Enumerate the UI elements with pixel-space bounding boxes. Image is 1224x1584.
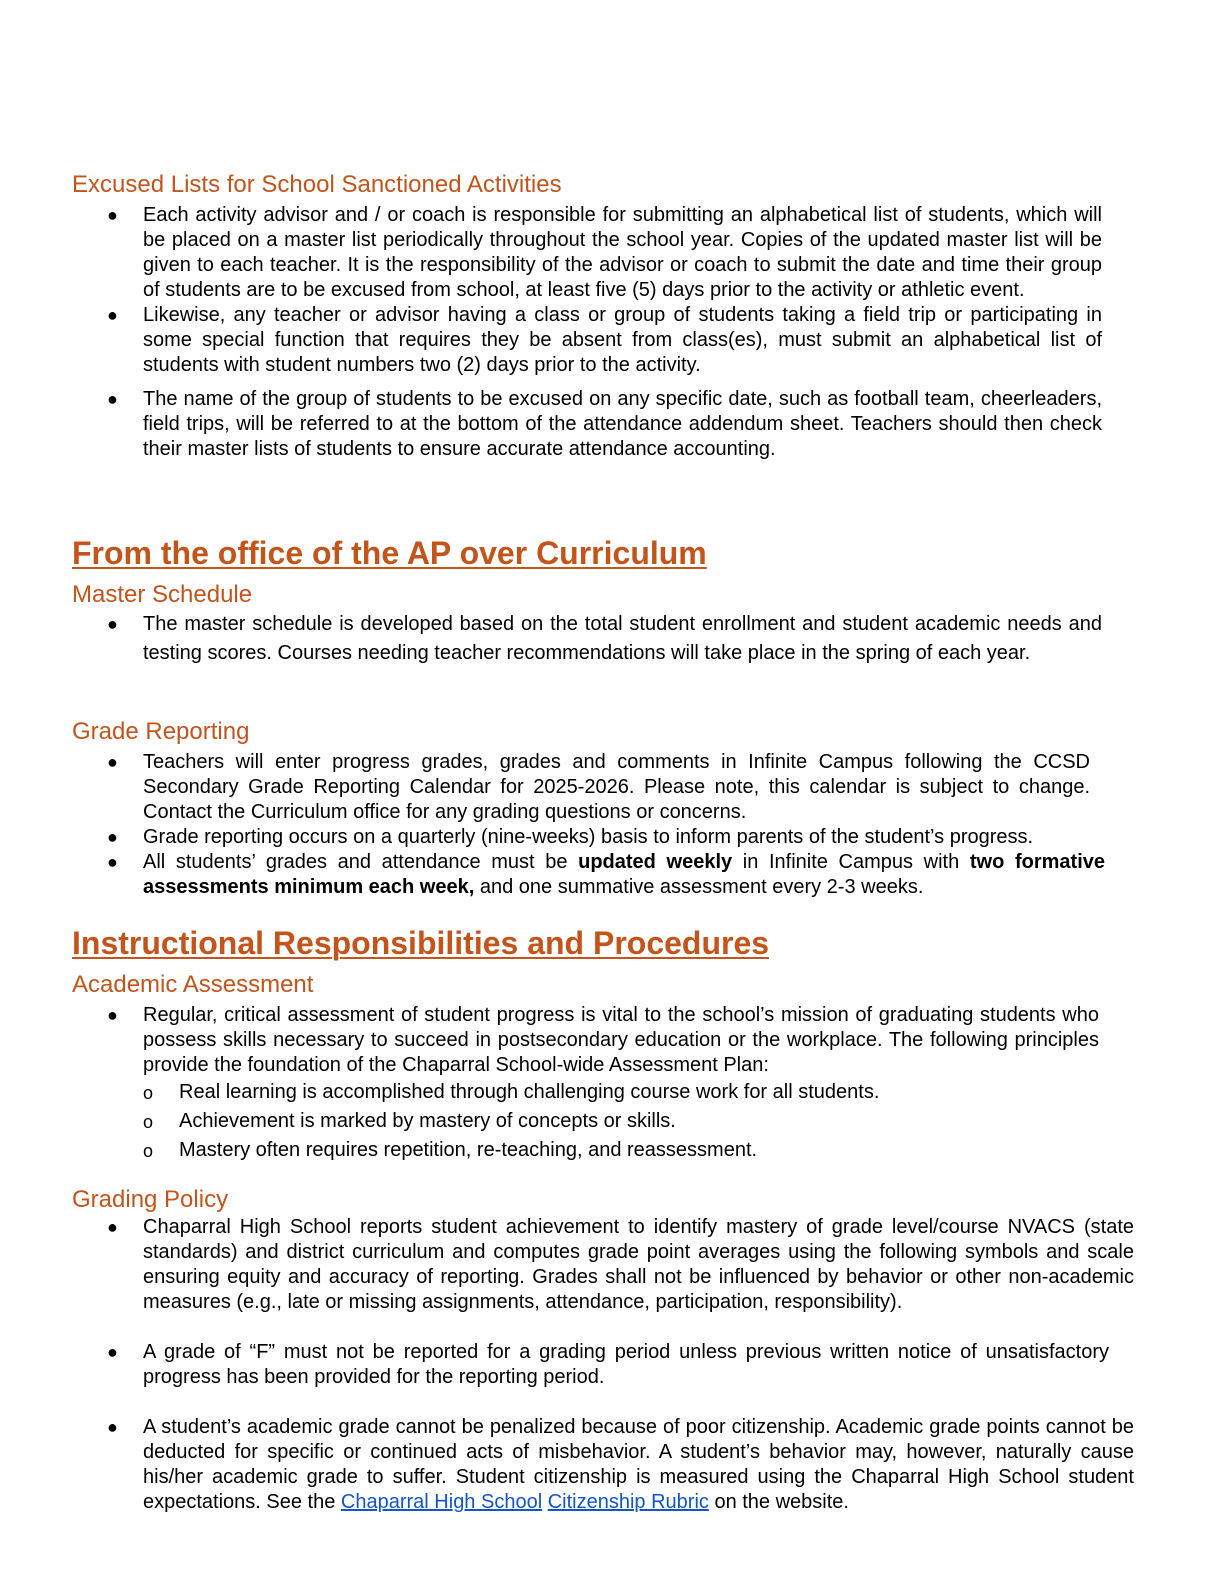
- academic-assessment-bullets: [0, 1003, 1099, 1165]
- list-item: ● All students’ grades and attendance must be updated weekly in Infinite Campus with two formative assessments minimum each week, and one summative assessment every 2-3 weeks.: [107, 851, 1105, 898]
- bullet-icon: ●: [107, 389, 118, 409]
- sub-bullet-icon: o: [143, 1083, 154, 1103]
- bullet-icon: ●: [107, 827, 118, 847]
- list-item: ● Teachers will enter progress grades, grades and comments in Infinite Campus following the CCSD Secondary Grade Reporting Calendar for 2025-2026. Please note, this calendar is subject to change. Contact the Curriculum office for any grading questions or concerns.: [107, 751, 1090, 823]
- list-item: ● A student’s academic grade cannot be penalized because of poor citizenship. Academic grade points cannot be deducted for specific or continued acts of misbehavior. A student’s behavior may, however, naturally cause his/her academic grade to suffer. Student citizenship is measured using the Chaparral High School student expectations. See the Chaparral High School Citizenship Rubric on the website.: [107, 1416, 1134, 1513]
- grade-reporting-bullets: [0, 750, 1112, 900]
- bold-text: two formative assessments minimum each week,: [143, 851, 1105, 898]
- excused-lists-bullets: [0, 203, 1102, 462]
- bullet-icon: ●: [107, 752, 118, 772]
- bullet-icon: ●: [107, 1342, 118, 1362]
- citizenship-rubric-link[interactable]: Citizenship Rubric: [547, 1491, 709, 1513]
- list-item: ● Grade reporting occurs on a quarterly (nine-weeks) basis to inform parents of the student’s progress.: [107, 826, 1034, 848]
- sub-list-item: o Mastery often requires repetition, re-teaching, and reassessment.: [0, 1136, 1099, 1165]
- list-item: ● Likewise, any teacher or advisor having a class or group of students taking a field trip or participating in some special function that requires they be absent from class(es), must submit an alphabetical list of students with student numbers two (2) days prior to the activity.: [107, 304, 1102, 376]
- list-item: ● Each activity advisor and / or coach is responsible for submitting an alphabetical list of students, which will be placed on a master list periodically throughout the school year. Copies of the updated master list will be given to each teacher. It is the responsibility of the advisor or coach to submit the date and time their group of students are to be excused from school, at least five (5) days prior to the activity or athletic event.: [107, 204, 1102, 301]
- master-schedule-bullets: [0, 610, 1102, 668]
- title-ap-curriculum: From the office of the AP over Curriculum: [72, 535, 707, 571]
- list-item: ● The master schedule is developed based on the total student enrollment and student academic needs and testing scores. Courses needing teacher recommendations will take place in the spring of each year.: [0, 610, 1102, 668]
- title-instructional: Instructional Responsibilities and Procedures: [72, 925, 770, 961]
- sub-list-item: o Achievement is marked by mastery of concepts or skills.: [0, 1107, 1099, 1136]
- bold-text: updated weekly: [578, 851, 733, 873]
- sub-bullet-icon: o: [143, 1141, 154, 1161]
- heading-grading-policy: Grading Policy: [72, 1186, 229, 1213]
- sub-bullet-icon: o: [143, 1112, 154, 1132]
- bullet-icon: ●: [107, 614, 118, 634]
- heading-grade-reporting: Grade Reporting: [72, 718, 250, 745]
- bullet-icon: ●: [107, 1005, 118, 1025]
- heading-excused-lists: Excused Lists for School Sanctioned Activities: [72, 171, 562, 198]
- bullet-icon: ●: [107, 205, 118, 225]
- list-item: ● A grade of “F” must not be reported for a grading period unless previous written notice of unsatisfactory progress has been provided for the reporting period.: [107, 1341, 1109, 1388]
- sub-list-item: o Real learning is accomplished through challenging course work for all students.: [0, 1078, 1099, 1107]
- bullet-icon: ●: [107, 1417, 118, 1437]
- chaparral-high-school-link[interactable]: Chaparral High School: [340, 1491, 543, 1513]
- list-item: ● Chaparral High School reports student achievement to identify mastery of grade level/course NVACS (state standards) and district curriculum and computes grade point averages using the following symbols and scale ensuring equity and accuracy of reporting. Grades shall not be influenced by behavior or other non-academic measures (e.g., late or missing assignments, attendance, participation, responsibility).: [107, 1216, 1134, 1313]
- bullet-icon: ●: [107, 1217, 118, 1237]
- heading-academic-assessment: Academic Assessment: [72, 971, 314, 998]
- grading-policy-bullets: [0, 1215, 1134, 1515]
- list-item: ● The name of the group of students to be excused on any specific date, such as football team, cheerleaders, field trips, will be referred to at the bottom of the attendance addendum sheet. Teachers should then check their master lists of students to ensure accurate attendance accounting.: [107, 388, 1102, 460]
- bullet-icon: ●: [107, 852, 118, 872]
- bullet-icon: ●: [107, 305, 118, 325]
- list-item: ● Regular, critical assessment of student progress is vital to the school’s mission of graduating students who possess skills necessary to succeed in postsecondary education or the workplace. The following principles provide the foundation of the Chaparral School-wide Assessment Plan:: [107, 1004, 1099, 1076]
- heading-master-schedule: Master Schedule: [72, 581, 253, 608]
